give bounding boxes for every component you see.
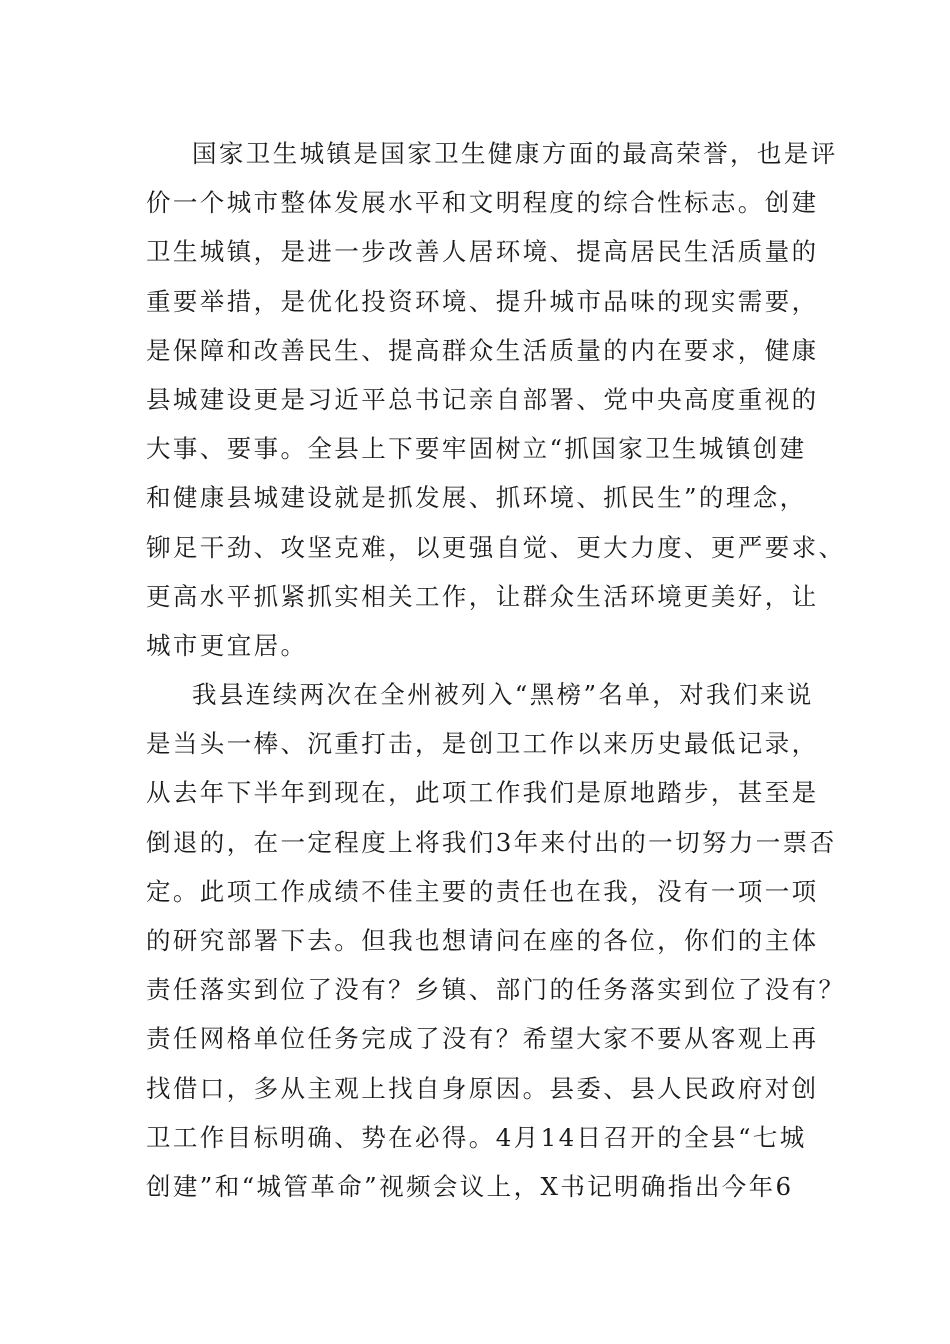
paragraph-line: 卫工作目标明确、势在必得。4月14日召开的全县“七城 [146, 1122, 807, 1152]
paragraph-line: 和健康县城建设就是抓发展、抓环境、抓民生”的理念， [146, 483, 807, 513]
paragraph-line: 更高水平抓紧抓实相关工作，让群众生活环境更美好，让 [146, 581, 819, 611]
paragraph-line: 国家卫生城镇是国家卫生健康方面的最高荣誉，也是评 [192, 139, 838, 168]
paragraph-line: 铆足干劲、攻坚克难，以更强自觉、更大力度、更严要求、 [146, 532, 846, 562]
paragraph-line: 创建”和“城管革命”视频会议上，X书记明确指出今年6 [146, 1171, 794, 1201]
paragraph-line: 卫生城镇，是进一步改善人居环境、提高居民生活质量的 [146, 237, 819, 267]
paragraph-line: 是保障和改善民生、提高群众生活质量的内在要求，健康 [146, 335, 819, 365]
paragraph-line: 从去年下半年到现在，此项工作我们是原地踏步，甚至是 [146, 778, 819, 808]
paragraph-line: 责任落实到位了没有？乡镇、部门的任务落实到位了没有？ [146, 975, 846, 1005]
paragraph-line: 大事、要事。全县上下要牢固树立“抓国家卫生城镇创建 [146, 434, 807, 464]
paragraph-line: 倒退的，在一定程度上将我们3年来付出的一切努力一票否 [146, 827, 837, 857]
paragraph-2 [146, 670, 846, 1211]
paragraph-line: 的研究部署下去。但我也想请问在座的各位，你们的主体 [146, 926, 819, 955]
paragraph-line: 重要举措，是优化投资环境、提升城市品味的现实需要， [146, 286, 819, 316]
paragraph-line: 是当头一棒、沉重打击，是创卫工作以来历史最低记录， [146, 729, 819, 759]
document-body [146, 129, 846, 1211]
paragraph-1 [146, 129, 846, 670]
paragraph-line: 县城建设更是习近平总书记亲自部署、党中央高度重视的 [146, 384, 819, 414]
paragraph-line: 找借口，多从主观上找自身原因。县委、县人民政府对创 [146, 1073, 819, 1103]
paragraph-line: 价一个城市整体发展水平和文明程度的综合性标志。创建 [146, 188, 819, 218]
paragraph-line: 定。此项工作成绩不佳主要的责任也在我，没有一项一项 [146, 876, 819, 906]
paragraph-line: 责任网格单位任务完成了没有？希望大家不要从客观上再 [146, 1024, 819, 1054]
paragraph-line: 我县连续两次在全州被列入“黑榜”名单，对我们来说 [192, 680, 814, 710]
paragraph-line: 城市更宜居。 [146, 630, 308, 660]
